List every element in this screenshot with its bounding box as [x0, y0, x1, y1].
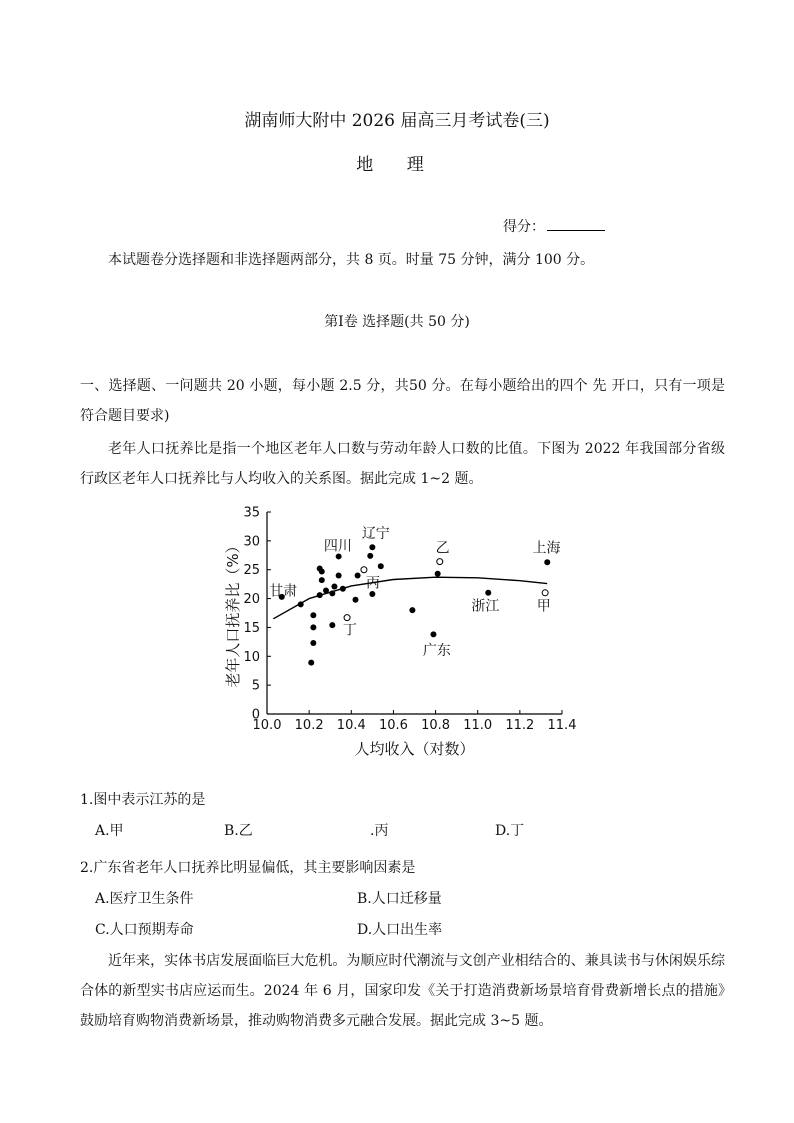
province-point: [378, 563, 384, 569]
q1-option-a[interactable]: A.甲: [95, 823, 124, 839]
x-tick-label: 11.2: [505, 718, 535, 733]
point-label: 四川: [323, 538, 352, 555]
q2-option-a[interactable]: A.医疗卫生条件: [95, 891, 194, 907]
province-point: [544, 559, 550, 565]
y-tick-label: 25: [243, 563, 260, 579]
question-2-stem: [80, 857, 415, 877]
point-label: 浙江: [471, 598, 500, 615]
x-tick-label: 11.4: [547, 718, 577, 733]
point-label: 上海: [532, 540, 561, 557]
x-tick-label: 10.0: [252, 718, 282, 733]
question-1-stem: [80, 789, 205, 809]
point-label: 广东: [422, 643, 451, 660]
y-tick-label: 30: [243, 534, 260, 550]
point-label: 乙: [435, 540, 450, 557]
y-axis-title: 老年人口抚养比（%）: [224, 538, 242, 688]
highlighted-point: [361, 567, 367, 573]
x-axis-title: 人均收入（对数）: [354, 740, 475, 758]
y-tick-label: 5: [251, 678, 260, 694]
chart-axes: [224, 506, 576, 759]
q2-option-d[interactable]: D.人口出生率: [357, 922, 443, 938]
province-point: [331, 583, 337, 589]
province-point: [430, 631, 436, 637]
province-point: [485, 590, 491, 596]
province-point: [329, 622, 335, 628]
province-point: [353, 597, 359, 603]
passage-1: 老年人口抚养比是指一个地区老年人口数与劳动年龄人口数的比值。下图为 2022 年我国部分省级行政区老年人口抚养比与人均收入的关系图。据此完成 1~2 题。: [80, 441, 725, 487]
passage-2: 近年来，实体书店发展面临巨大危机。为顺应时代潮流与文创产业相结合的、兼具读书与休闲娱乐综合体的新型实书店应运而生。2024 年 6 月，国家印发《关于打造消费新场景培育骨费新增长点的措施》鼓励培育购物消费新场景，推动购物消费多元融合发展。据此完成 3~5 题。: [80, 953, 725, 1029]
province-point: [369, 544, 375, 550]
y-tick-label: 10: [243, 649, 260, 665]
question-text: 广东省老年人口抚养比明显偏低，其主要影响因素是: [93, 860, 416, 876]
province-point: [317, 592, 323, 598]
province-point: [323, 587, 329, 593]
x-tick-label: 10.4: [336, 718, 366, 733]
dependency-ratio-chart: [220, 495, 580, 765]
province-point: [369, 591, 375, 597]
province-point: [409, 607, 415, 613]
q1-option-d[interactable]: D.丁: [495, 823, 525, 839]
highlighted-point: [437, 559, 443, 565]
subject-title: 地 理: [356, 155, 438, 175]
province-point: [308, 660, 314, 666]
point-label: 甲: [536, 598, 551, 615]
q2-option-c[interactable]: C.人口预期寿命: [95, 922, 194, 938]
province-point: [336, 572, 342, 578]
question-text: 图中表示江苏的是: [93, 792, 206, 808]
province-point: [310, 624, 316, 630]
q2-option-b[interactable]: B.人口迁移量: [357, 891, 442, 907]
highlighted-point: [344, 615, 350, 621]
point-label: 甘肃: [269, 583, 298, 600]
score-label: 得分：: [503, 219, 545, 235]
y-tick-label: 35: [243, 505, 260, 521]
x-tick-label: 11.0: [463, 718, 493, 733]
intro-text: 本试题卷分选择题和非选择题两部分，共 8 页。时量 75 分钟，满分 100 分。: [108, 252, 595, 268]
instruction-text: 一、选择题、一问题共 20 小题，每小题 2.5 分，共50 分。在每小题给出的四个 先 开口，只有一项是符合题目要求): [80, 378, 725, 424]
point-label: 丁: [342, 622, 357, 639]
q1-option-c[interactable]: .丙: [370, 823, 389, 839]
points-layer: [279, 544, 551, 665]
question-number: 2.: [80, 860, 94, 876]
province-point: [435, 571, 441, 577]
score-blank: [547, 218, 605, 231]
province-point: [355, 572, 361, 578]
province-point: [340, 586, 346, 592]
x-tick-label: 10.2: [294, 718, 324, 733]
exam-title: 湖南师大附中 2026 届高三月考试卷(三): [244, 111, 550, 131]
question-number: 1.: [80, 792, 94, 808]
x-tick-label: 10.8: [421, 718, 451, 733]
point-label: 辽宁: [361, 525, 390, 542]
highlighted-point: [542, 590, 548, 596]
province-point: [310, 640, 316, 646]
province-point: [367, 553, 373, 559]
province-point: [310, 612, 316, 618]
province-point: [298, 601, 304, 607]
y-tick-label: 20: [243, 592, 260, 608]
labels-layer: [269, 526, 560, 659]
section-title: 第Ⅰ卷 选择题(共 50 分): [324, 314, 470, 330]
province-point: [319, 568, 325, 574]
x-tick-label: 10.6: [378, 718, 408, 733]
province-point: [329, 590, 335, 596]
province-point: [319, 577, 325, 583]
q1-option-b[interactable]: B.乙: [224, 823, 253, 839]
point-label: 丙: [366, 575, 381, 592]
y-tick-label: 15: [243, 620, 260, 636]
y-tick-label: 0: [251, 707, 260, 723]
score-field: [503, 216, 605, 236]
